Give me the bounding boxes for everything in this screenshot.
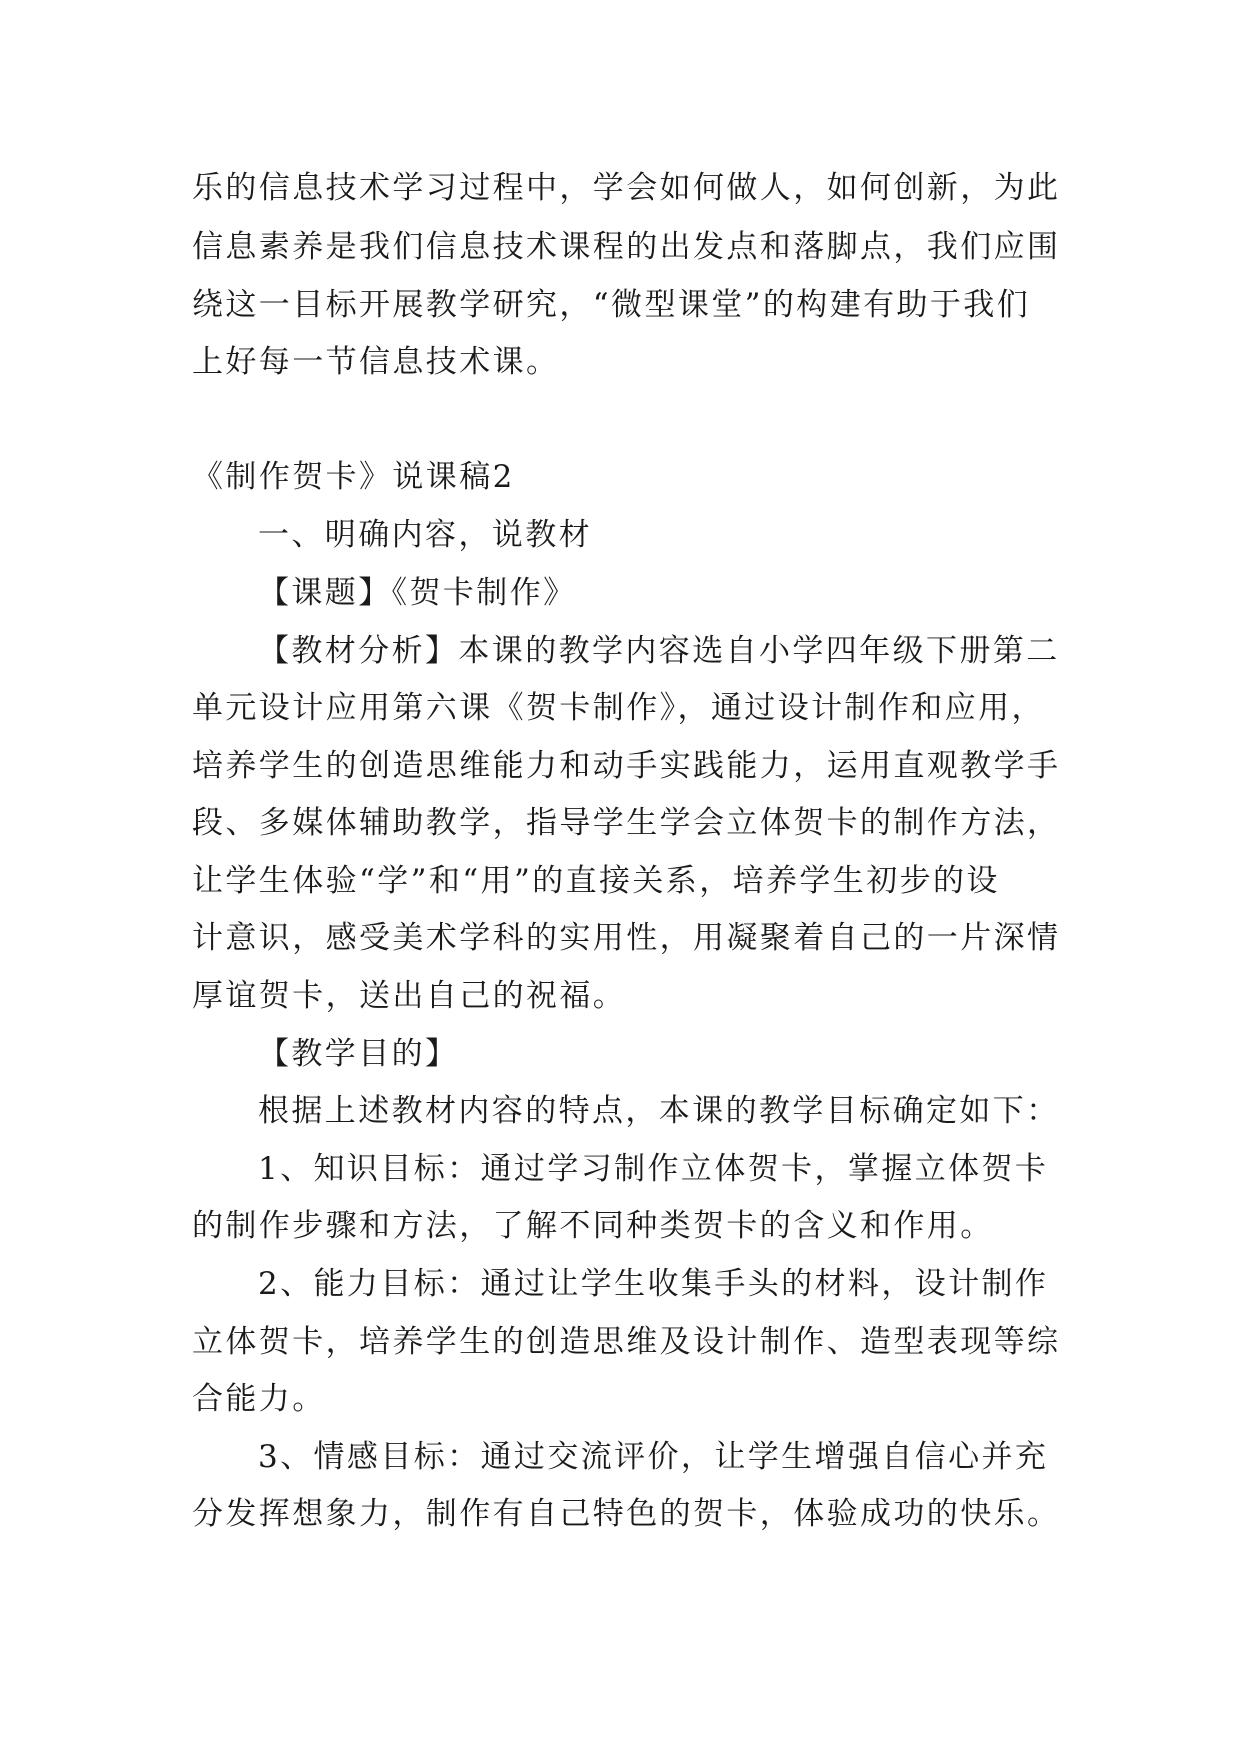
intro-line-3: 绕这一目标开展教学研究，“微型课堂”的构建有助于我们 — [192, 287, 1031, 323]
heading-1: 一、明确内容，说教材 — [258, 517, 592, 553]
intro-line-1: 乐的信息技术学习过程中，学会如何做人，如何创新，为此 — [192, 170, 1061, 206]
analysis-line-4: 段、多媒体辅助教学，指导学生学会立体贺卡的制作方法， — [192, 805, 1061, 841]
analysis-line-2: 单元设计应用第六课《贺卡制作》，通过设计制作和应用， — [192, 690, 1045, 726]
analysis-line-3: 培养学生的创造思维能力和动手实践能力，运用直观教学手 — [192, 748, 1061, 784]
goal-2-line-1: 2、能力目标：通过让学生收集手头的材料，设计制作 — [258, 1266, 1049, 1302]
goal-1-line-1: 1、知识目标：通过学习制作立体贺卡，掌握立体贺卡 — [258, 1151, 1049, 1187]
analysis-line-7: 厚谊贺卡，送出自己的祝福。 — [192, 978, 627, 1014]
goals-intro: 根据上述教材内容的特点，本课的教学目标确定如下： — [258, 1093, 1060, 1129]
intro-line-4: 上好每一节信息技术课。 — [192, 344, 560, 380]
goal-3-line-2: 分发挥想象力，制作有自己特色的贺卡，体验成功的快乐。 — [192, 1496, 1061, 1532]
analysis-line-5: 让学生体验“学”和“用”的直接关系，培养学生初步的设 — [192, 863, 1000, 899]
goal-2-line-3: 合能力。 — [192, 1381, 326, 1417]
section-title: 《制作贺卡》说课稿2 — [192, 459, 515, 495]
topic-line: 【课题】《贺卡制作》 — [258, 575, 577, 611]
analysis-line-1: 【教材分析】本课的教学内容选自小学四年级下册第二 — [258, 633, 1060, 669]
goal-3-line-1: 3、情感目标：通过交流评价，让学生增强自信心并充 — [258, 1439, 1049, 1475]
goal-1-line-2: 的制作步骤和方法，了解不同种类贺卡的含义和作用。 — [192, 1208, 994, 1244]
analysis-line-6: 计意识，感受美术学科的实用性，用凝聚着自己的一片深情 — [192, 920, 1061, 956]
goals-heading: 【教学目的】 — [258, 1036, 459, 1072]
goal-2-line-2: 立体贺卡，培养学生的创造思维及设计制作、造型表现等综 — [192, 1324, 1061, 1360]
intro-line-2: 信息素养是我们信息技术课程的出发点和落脚点，我们应围 — [192, 229, 1061, 265]
